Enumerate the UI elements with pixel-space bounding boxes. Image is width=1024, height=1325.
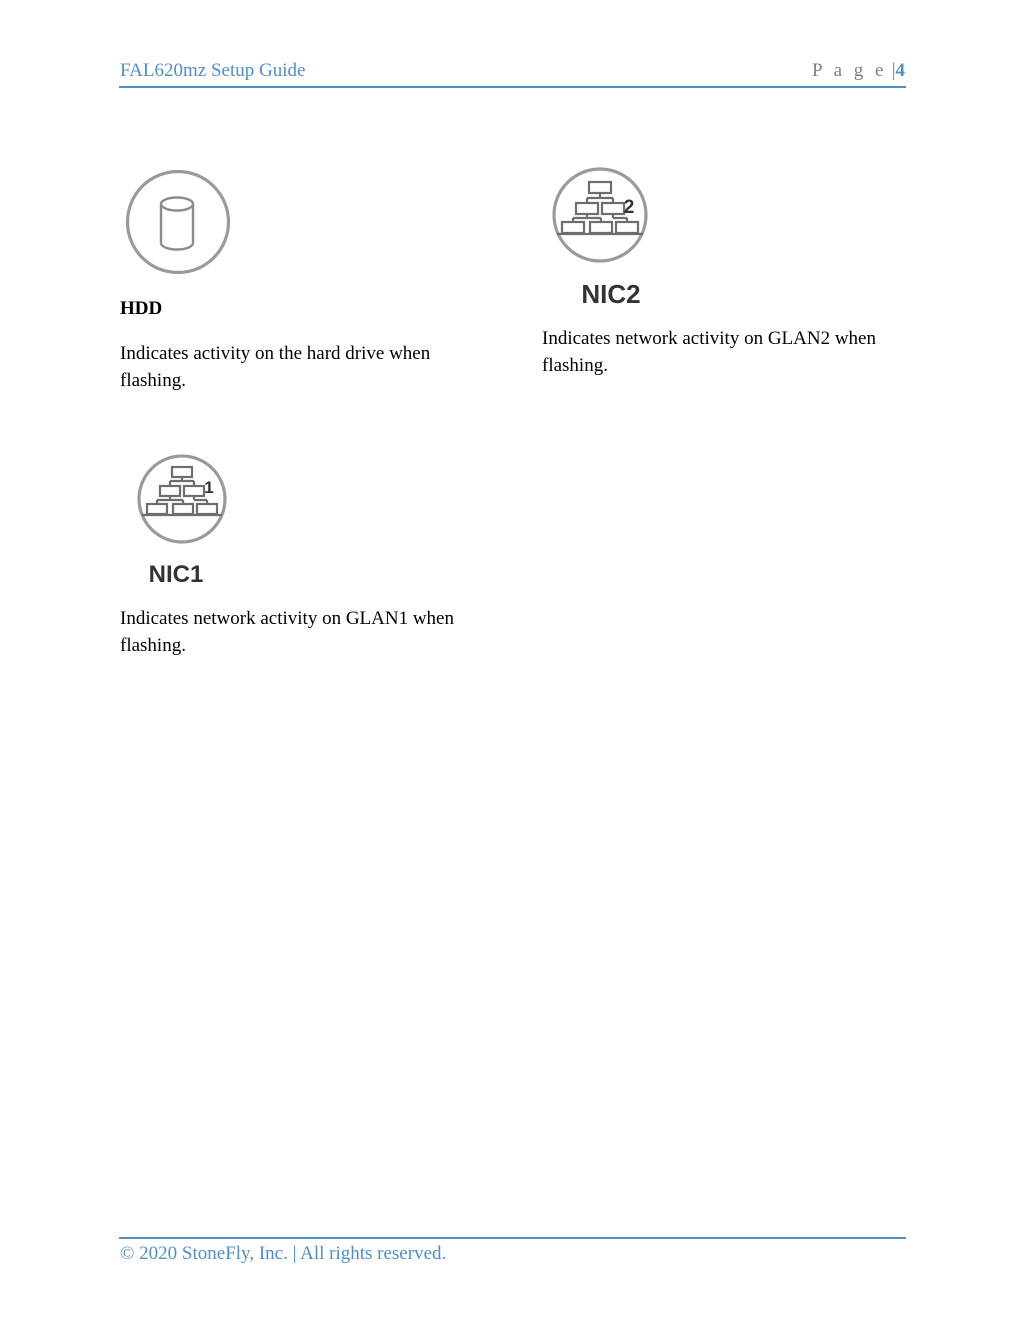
nic1-icon-label: NIC1: [148, 561, 204, 588]
page-indicator: [812, 60, 905, 82]
nic1-icon-number: 1: [204, 478, 214, 497]
hard-drive-icon: [120, 164, 234, 280]
network-2-icon: [545, 163, 655, 311]
page-word: P a g e: [811, 60, 887, 81]
document-title: FAL620mz Setup Guide: [120, 60, 306, 81]
page-number: 4: [895, 60, 905, 81]
nic2-description: Indicates network activity on GLAN2 when flashing.: [542, 328, 876, 376]
copyright-text: © 2020 StoneFly, Inc. | All rights reserved.: [120, 1243, 447, 1264]
nic2-icon-number: 2: [623, 197, 635, 218]
page-separator: |: [891, 60, 896, 81]
hdd-title: HDD: [120, 298, 163, 319]
nic2-icon-label: NIC2: [581, 279, 641, 309]
page-header: [119, 58, 906, 88]
network-1-icon: [132, 449, 232, 589]
hdd-description: Indicates activity on the hard drive when flashing.: [120, 343, 431, 391]
nic1-description: Indicates network activity on GLAN1 when flashing.: [120, 608, 454, 656]
page-footer: [119, 1237, 906, 1264]
